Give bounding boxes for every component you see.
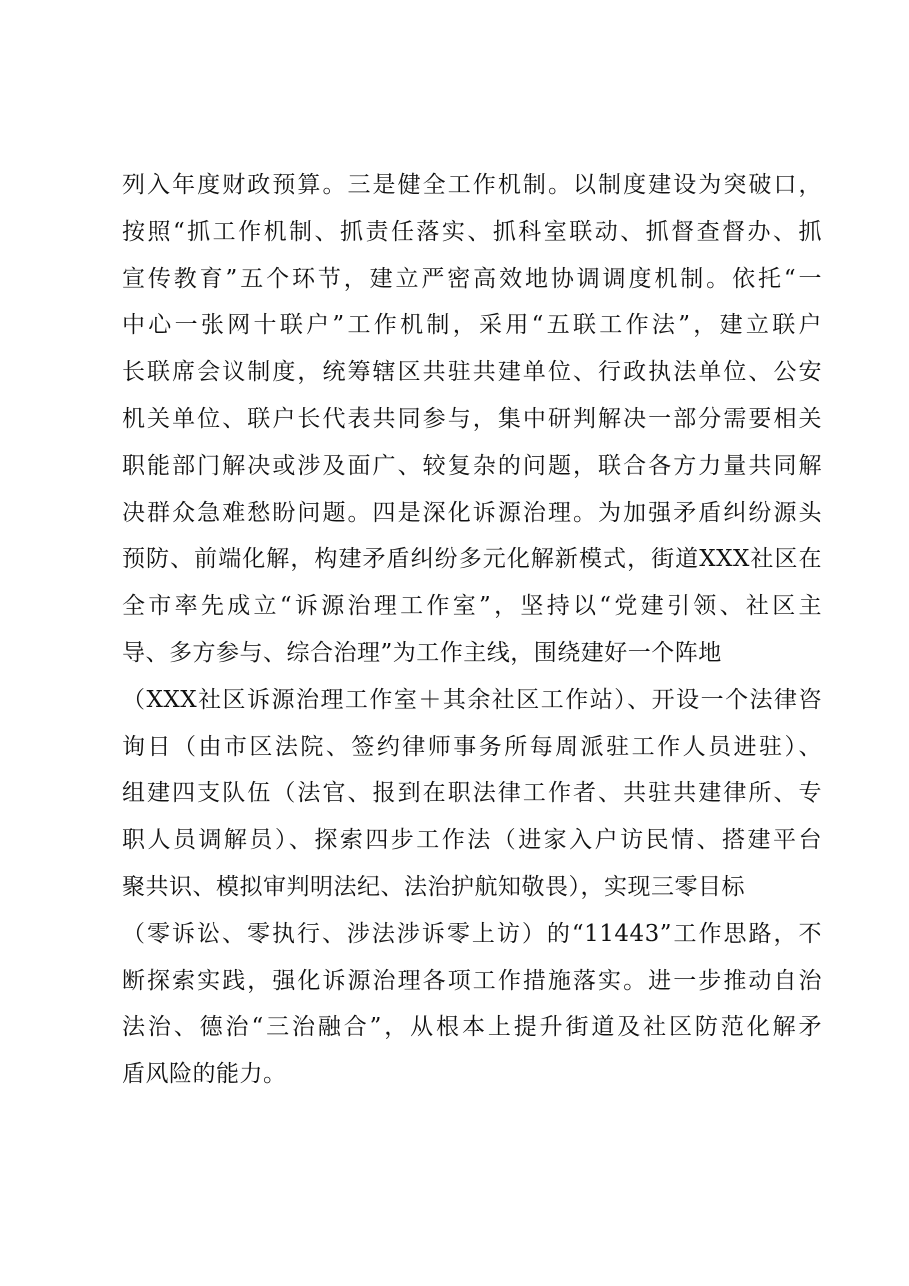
- text-line: 职人员调解员）、探索四步工作法（进家入户访民情、搭建平台: [122, 827, 822, 854]
- text-line: 按照“抓工作机制、抓责任落实、抓科室联动、抓督查督办、抓: [122, 218, 822, 245]
- text-line: 列入年度财政预算。三是健全工作机制。以制度建设为突破口，: [122, 172, 822, 198]
- text-line: 导、多方参与、综合治理”为工作主线，围绕建好一个阵地: [122, 639, 722, 666]
- text-line: 全市率先成立“诉源治理工作室”，坚持以“党建引领、社区主: [122, 593, 822, 620]
- text-line: 盾风险的能力。: [122, 1061, 287, 1088]
- text-line: （XXX社区诉源治理工作室＋其余社区工作站）、开设一个法律咨: [122, 686, 822, 713]
- text-line: 长联席会议制度，统筹辖区共驻共建单位、行政执法单位、公安: [122, 359, 822, 386]
- text-line: 宣传教育”五个环节，建立严密高效地协调调度机制。依托“一: [122, 265, 822, 292]
- text-line: 断探索实践，强化诉源治理各项工作措施落实。进一步推动自治: [122, 967, 822, 994]
- text-line: 聚共识、模拟审判明法纪、法治护航知敬畏），实现三零目标: [122, 873, 745, 900]
- text-line: 职能部门解决或涉及面广、较复杂的问题，联合各方力量共同解: [122, 452, 822, 479]
- text-line: 询日（由市区法院、签约律师事务所每周派驻工作人员进驻）、: [122, 733, 822, 760]
- text-line: 中心一张网十联户”工作机制，采用“五联工作法”，建立联户: [122, 312, 822, 339]
- text-line: 预防、前端化解，构建矛盾纠纷多元化解新模式，街道XXX社区在: [122, 546, 822, 573]
- body-paragraph: [122, 162, 822, 1098]
- text-line: 决群众急难愁盼问题。四是深化诉源治理。为加强矛盾纠纷源头: [122, 499, 822, 526]
- text-line: 法治、德治“三治融合”，从根本上提升街道及社区防范化解矛: [122, 1014, 822, 1041]
- text-line: 组建四支队伍（法官、报到在职法律工作者、共驻共建律所、专: [122, 780, 822, 807]
- text-line: （零诉讼、零执行、涉法涉诉零上访）的“11443”工作思路，不: [122, 920, 822, 947]
- text-line: 机关单位、联户长代表共同参与，集中研判解决一部分需要相关: [122, 405, 822, 432]
